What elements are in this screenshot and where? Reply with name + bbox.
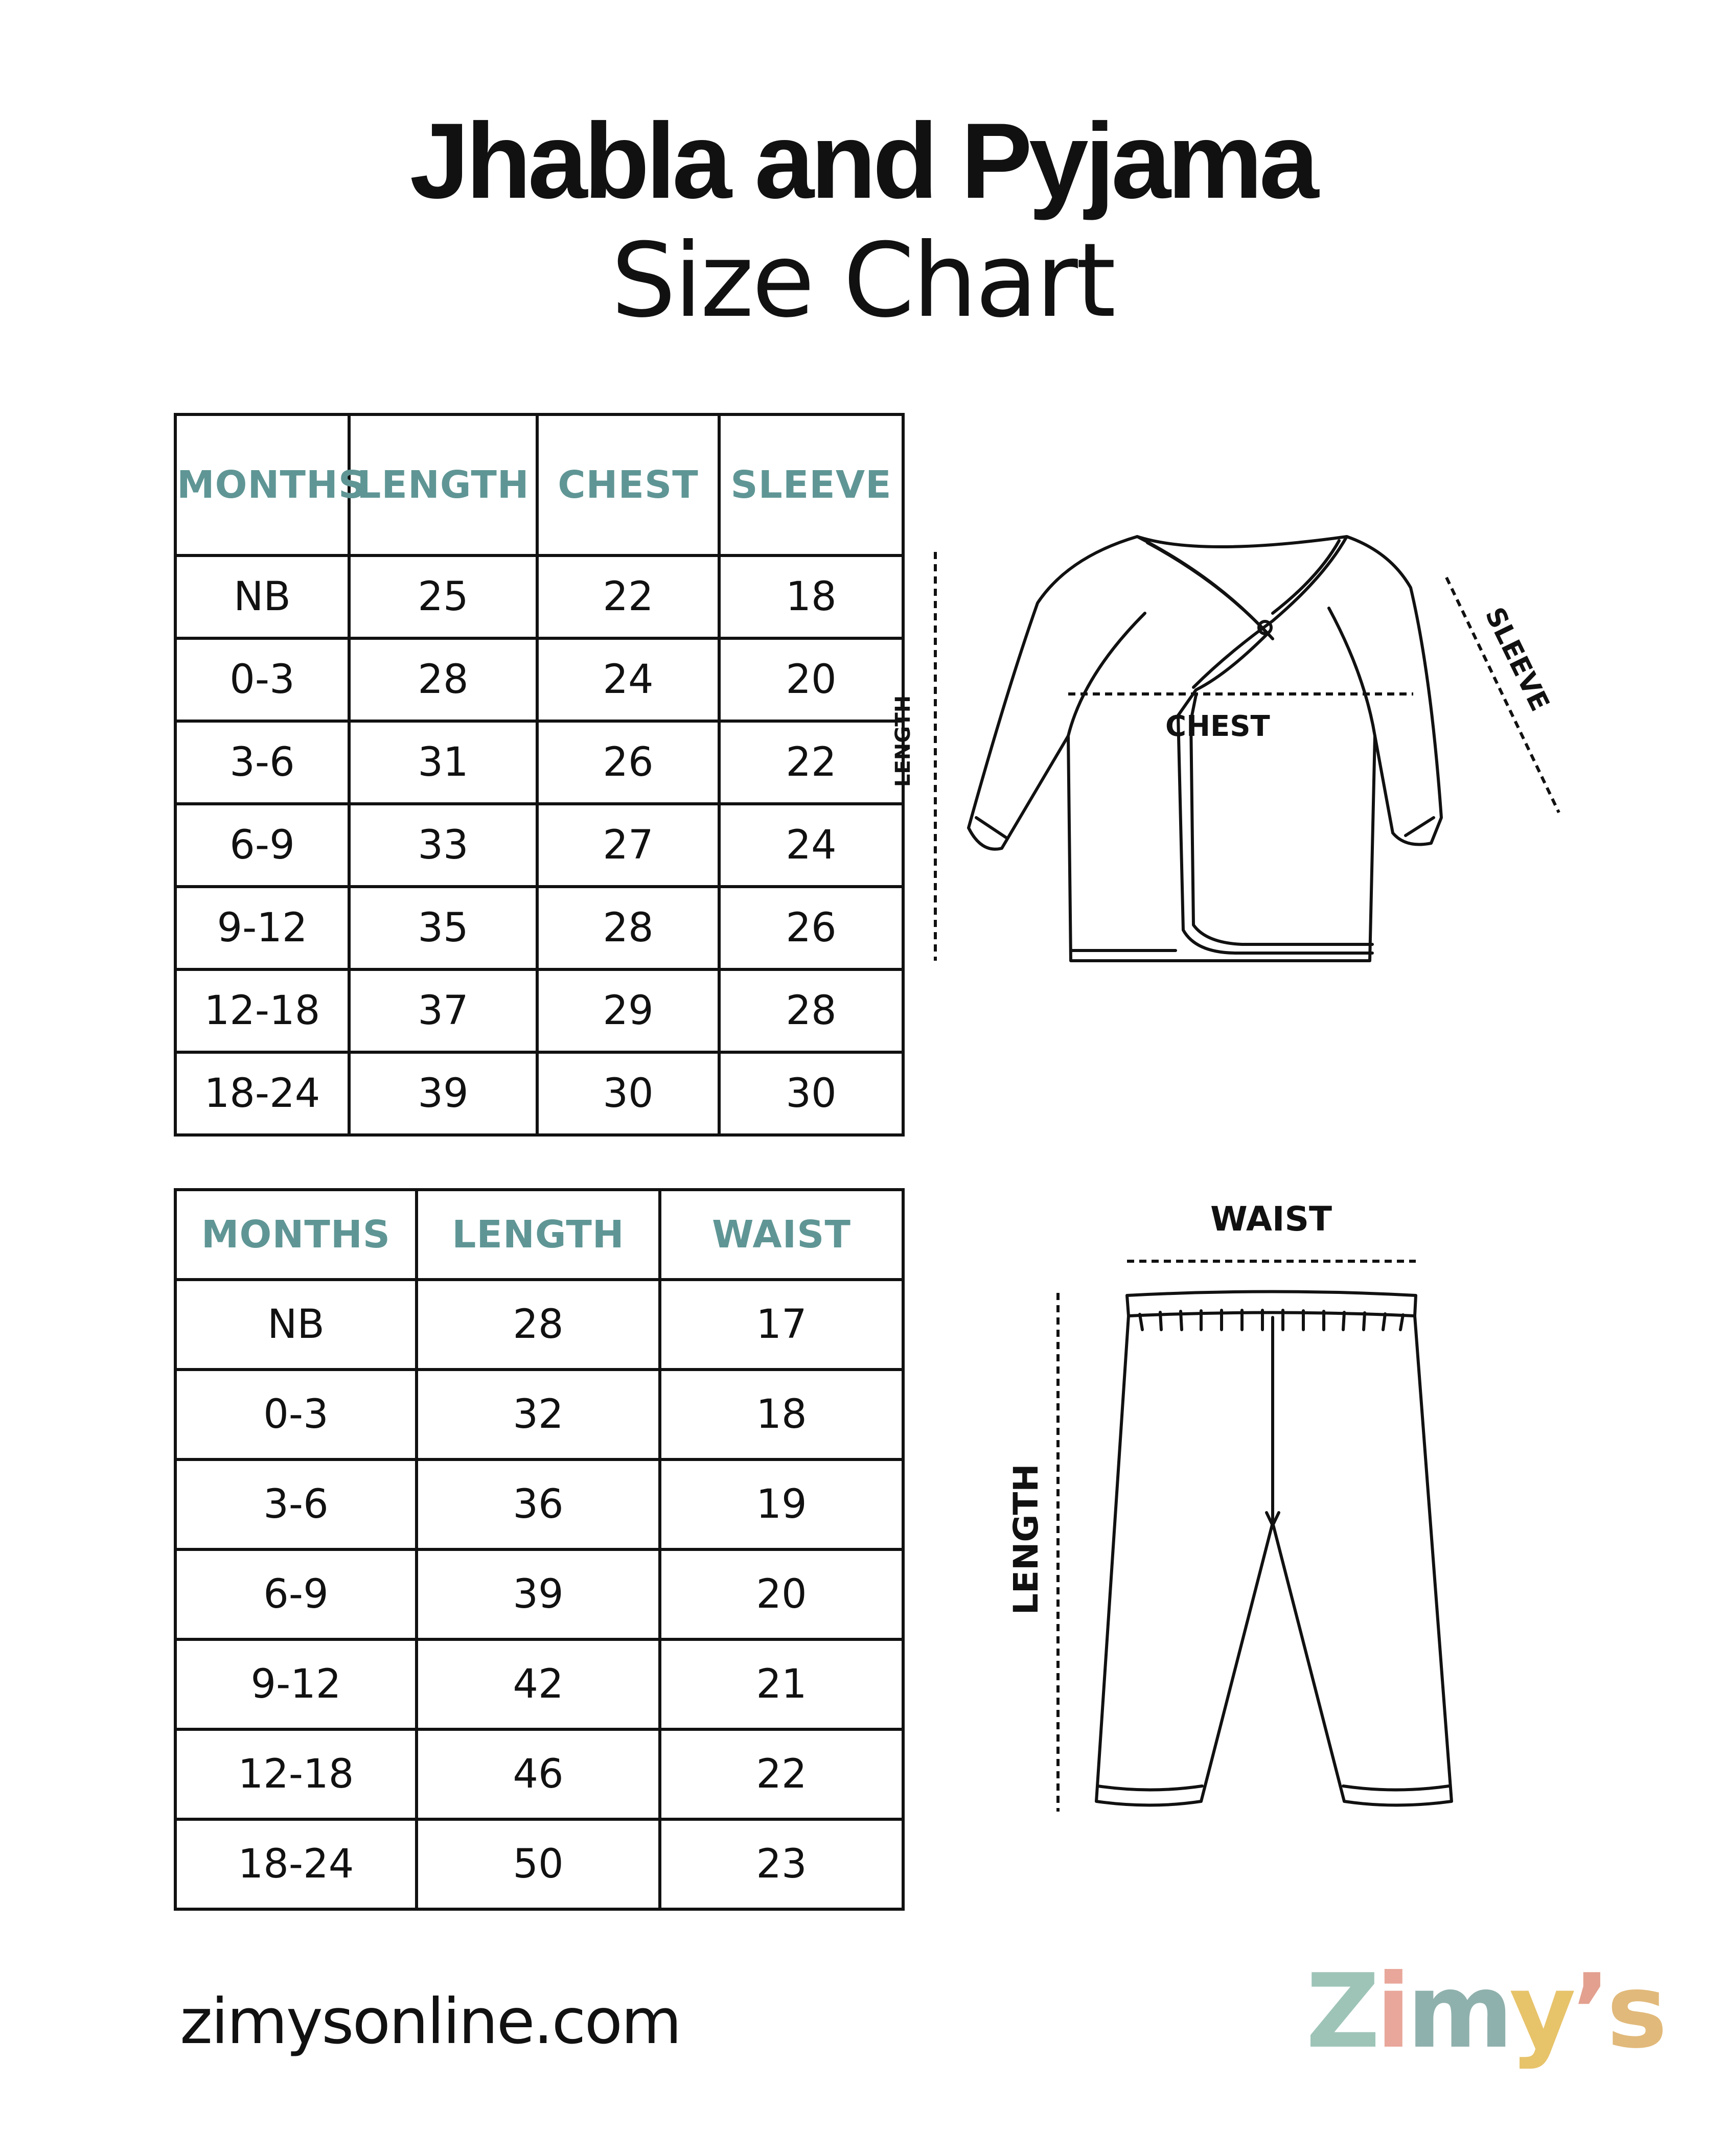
cell-months: 12-18	[175, 1729, 417, 1819]
cell-months: 0-3	[175, 638, 349, 721]
header-months: MONTHS	[175, 1190, 417, 1280]
cell-months: NB	[175, 1280, 417, 1370]
cell-months: 18-24	[175, 1052, 349, 1135]
cell-length: 37	[349, 969, 537, 1052]
table-row	[175, 1052, 903, 1135]
cell-months: 9-12	[175, 1639, 417, 1729]
cell-length: 50	[417, 1819, 660, 1909]
length-label: LENGTH	[1006, 1464, 1046, 1615]
table-row	[175, 887, 903, 969]
cell-chest: 22	[537, 555, 719, 638]
table-row	[175, 638, 903, 721]
cell-length: 31	[349, 721, 537, 804]
table-row	[175, 1729, 903, 1819]
zimys-logo-icon	[1306, 1952, 1664, 2085]
cell-sleeve: 24	[719, 804, 903, 887]
header-length: LENGTH	[349, 414, 537, 555]
table-row	[175, 1370, 903, 1459]
cell-length: 35	[349, 887, 537, 969]
svg-text:Zimy’s: Zimy’s	[1306, 1952, 1664, 2071]
jhabla-outline-icon	[969, 537, 1441, 961]
cell-length: 39	[417, 1549, 660, 1639]
header-chest: CHEST	[537, 414, 719, 555]
cell-months: 18-24	[175, 1819, 417, 1909]
cell-waist: 20	[660, 1549, 903, 1639]
page-title: Jhabla and Pyjama	[409, 101, 1316, 221]
pyjama-size-table	[174, 1188, 905, 1911]
cell-length: 39	[349, 1052, 537, 1135]
page-subtitle: Size Chart	[611, 221, 1114, 340]
table-row	[175, 1280, 903, 1370]
cell-length: 28	[349, 638, 537, 721]
cell-waist: 22	[660, 1729, 903, 1819]
cell-months: 12-18	[175, 969, 349, 1052]
cell-months: 9-12	[175, 887, 349, 969]
table-row	[175, 969, 903, 1052]
cell-months: 0-3	[175, 1370, 417, 1459]
table-row	[175, 1459, 903, 1549]
cell-sleeve: 30	[719, 1052, 903, 1135]
table-row	[175, 804, 903, 887]
cell-sleeve: 28	[719, 969, 903, 1052]
table-header-row	[175, 1190, 903, 1280]
waist-label: WAIST	[1210, 1199, 1332, 1239]
cell-waist: 21	[660, 1639, 903, 1729]
header-sleeve: SLEEVE	[719, 414, 903, 555]
cell-length: 32	[417, 1370, 660, 1459]
jhabla-size-table	[174, 413, 905, 1137]
header-length: LENGTH	[417, 1190, 660, 1280]
cell-chest: 30	[537, 1052, 719, 1135]
header-waist: WAIST	[660, 1190, 903, 1280]
website-url: zimysonline.com	[180, 1985, 681, 2058]
cell-months: 3-6	[175, 1459, 417, 1549]
cell-sleeve: 26	[719, 887, 903, 969]
pyjama-outline-icon	[1096, 1292, 1452, 1805]
cell-months: 6-9	[175, 804, 349, 887]
cell-chest: 29	[537, 969, 719, 1052]
cell-length: 42	[417, 1639, 660, 1729]
table-row	[175, 555, 903, 638]
cell-sleeve: 22	[719, 721, 903, 804]
cell-chest: 24	[537, 638, 719, 721]
cell-length: 46	[417, 1729, 660, 1819]
table-row	[175, 721, 903, 804]
cell-waist: 19	[660, 1459, 903, 1549]
table-row	[175, 1549, 903, 1639]
jhabla-illustration	[891, 521, 1584, 991]
cell-chest: 28	[537, 887, 719, 969]
table-header-row	[175, 414, 903, 555]
header-months: MONTHS	[175, 414, 349, 555]
cell-sleeve: 18	[719, 555, 903, 638]
cell-waist: 18	[660, 1370, 903, 1459]
length-label: LENGTH	[891, 695, 915, 787]
cell-months: 3-6	[175, 721, 349, 804]
cell-waist: 23	[660, 1819, 903, 1909]
cell-length: 25	[349, 555, 537, 638]
table-row	[175, 1639, 903, 1729]
cell-sleeve: 20	[719, 638, 903, 721]
sleeve-label: SLEEVE	[1479, 602, 1555, 716]
cell-chest: 27	[537, 804, 719, 887]
chest-label: CHEST	[1165, 710, 1270, 743]
cell-length: 36	[417, 1459, 660, 1549]
table-row	[175, 1819, 903, 1909]
cell-waist: 17	[660, 1280, 903, 1370]
cell-length: 33	[349, 804, 537, 887]
cell-months: 6-9	[175, 1549, 417, 1639]
cell-months: NB	[175, 555, 349, 638]
cell-chest: 26	[537, 721, 719, 804]
pyjama-illustration	[986, 1196, 1487, 1829]
cell-length: 28	[417, 1280, 660, 1370]
